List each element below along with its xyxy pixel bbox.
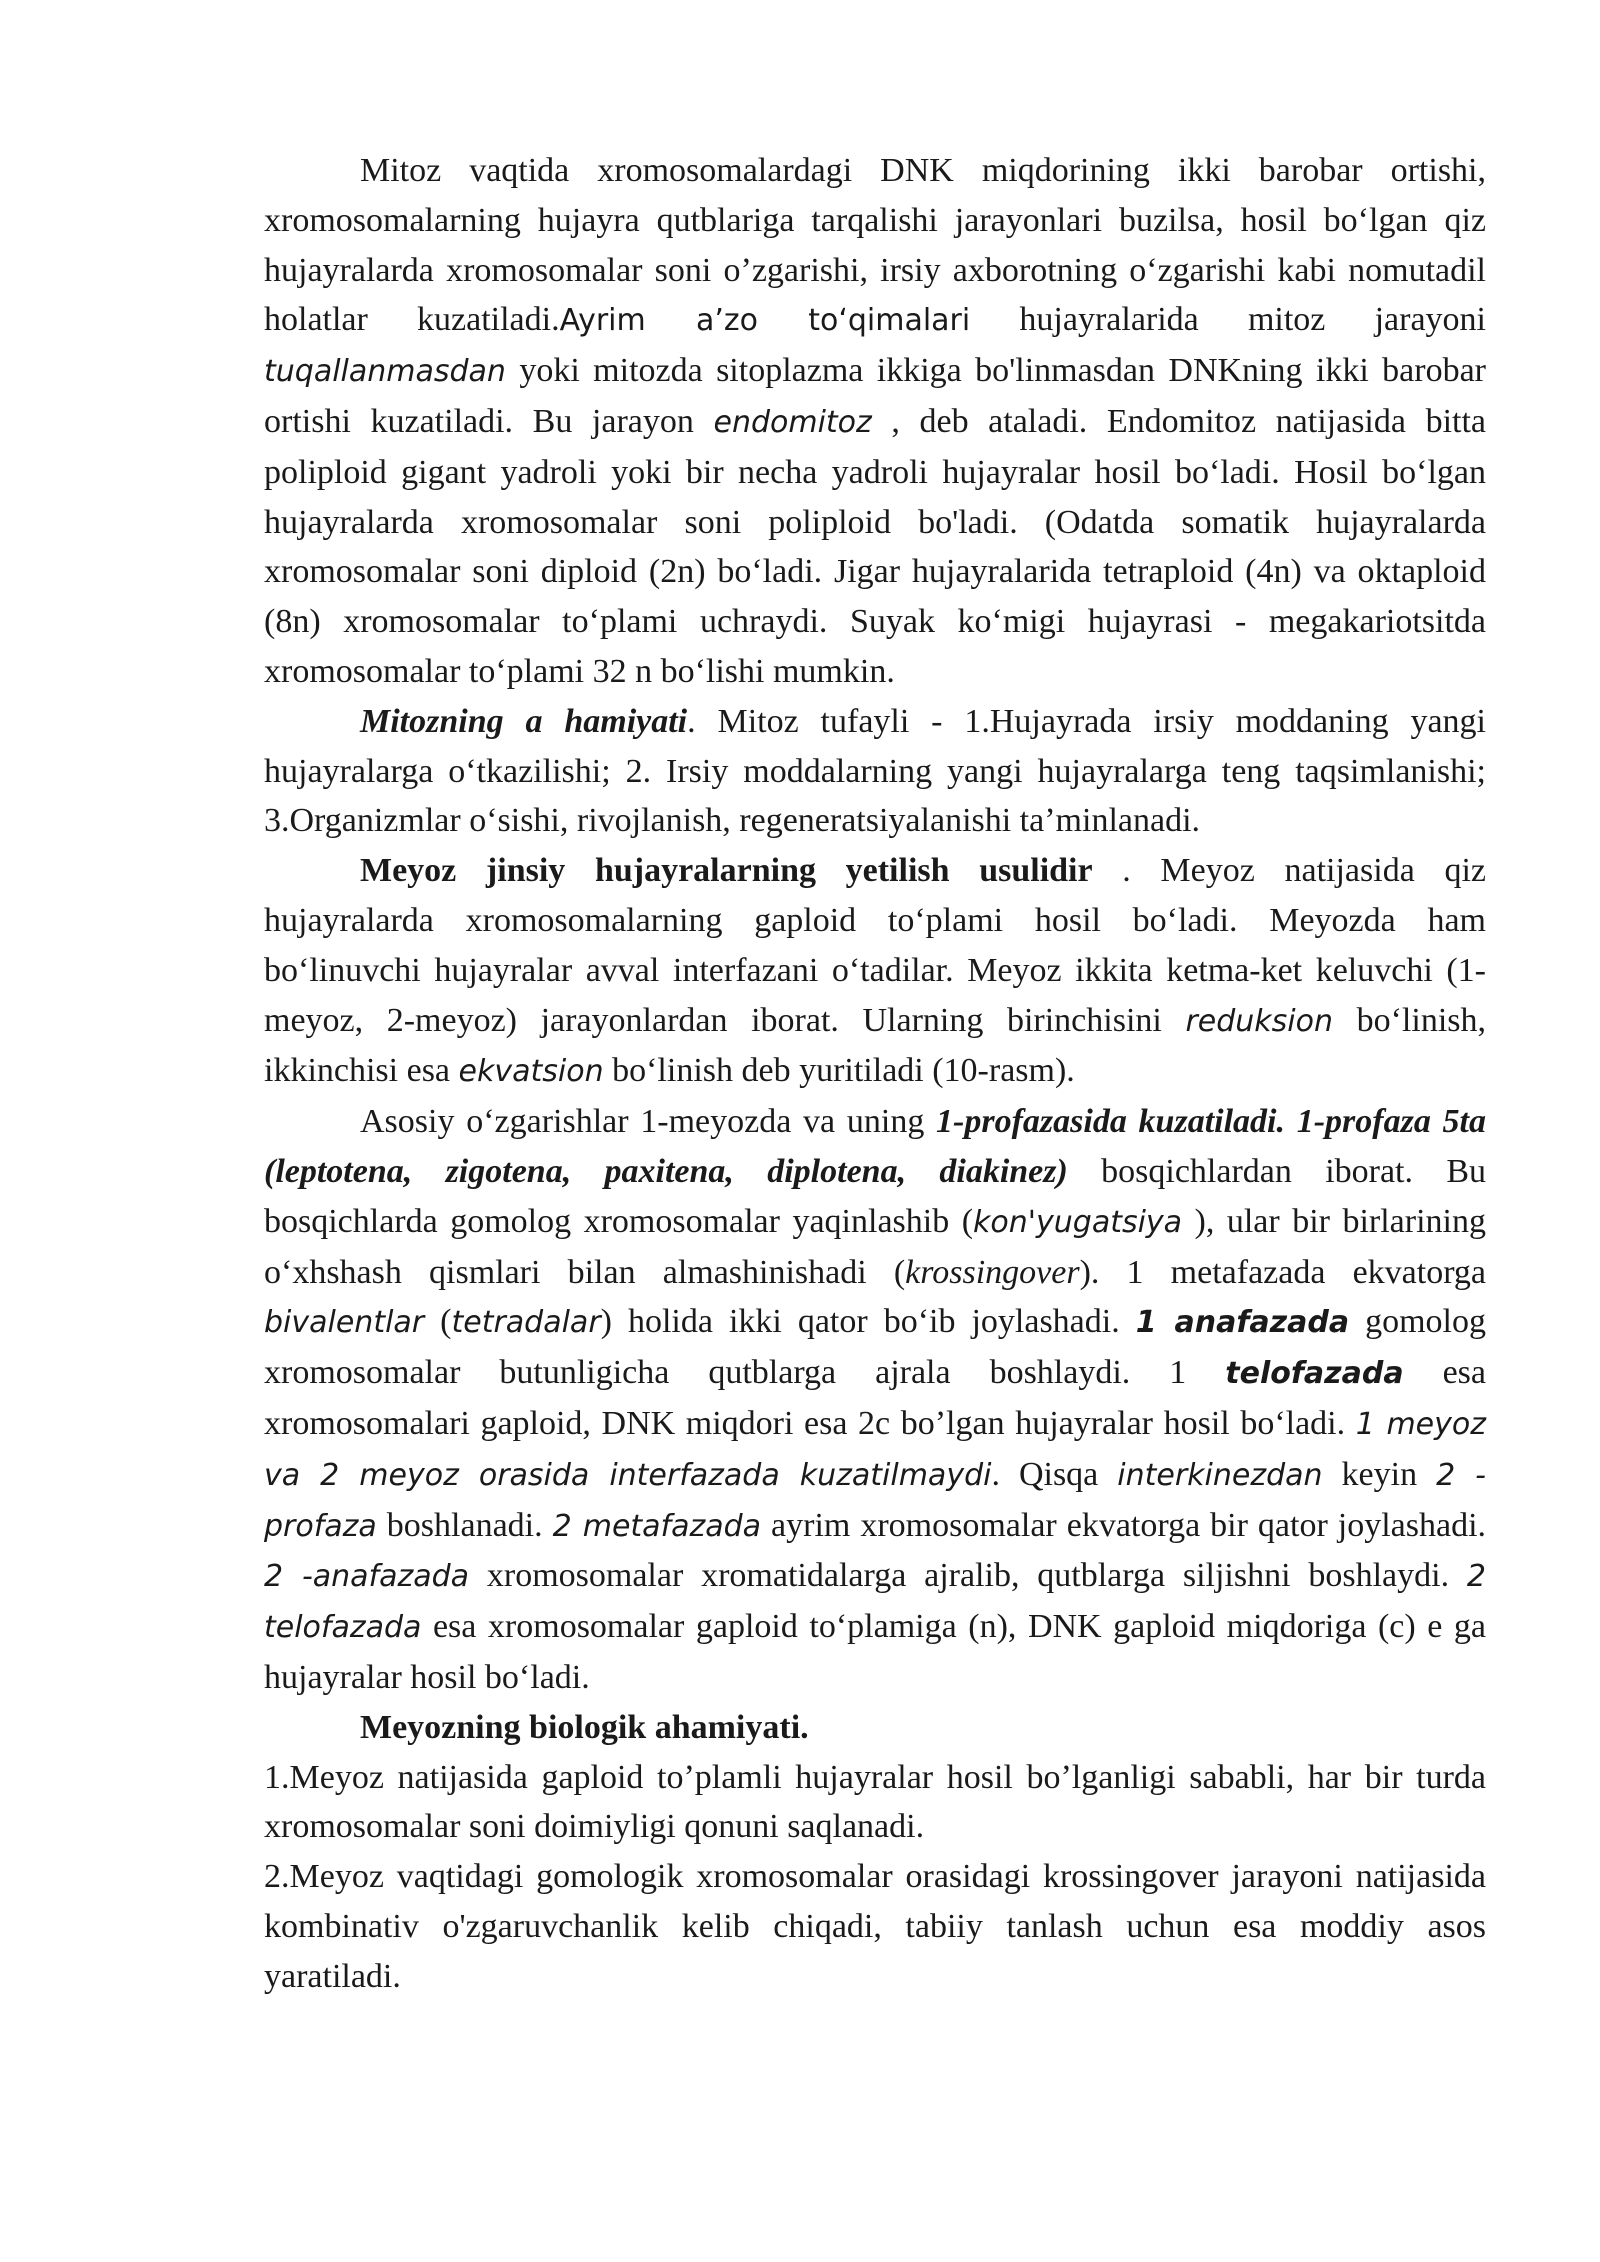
- section-heading: [264, 1703, 1486, 1753]
- italic-term: tuqallanmasdan: [264, 354, 506, 390]
- text-run: ) holida ikki qator boʻib joylashadi.: [600, 1303, 1136, 1341]
- italic-term: 2 - profaza: [264, 1457, 1486, 1544]
- paragraph-mitoz-ahamiyati: [264, 697, 1486, 846]
- italic-term: 2 metafazada: [552, 1508, 762, 1544]
- text-run: xromosomalar xromatidalarga ajralib, qutblarga siljishni boshlaydi.: [469, 1557, 1467, 1595]
- list-item: 1.Meyoz natijasida gaploid toʼplamli hujayralar hosil boʼlganligi sababli, har bir turda xromosomalar soni doimiyligi qonuni saqlanadi.: [264, 1758, 1486, 1846]
- bold-italic-term: 1-profazasida kuzatiladi. 1-profaza 5ta (leptotena, zigotena, paxitena, diplotena, diakinez): [264, 1103, 1486, 1190]
- text-run: esa xromosomalar gaploid toʻplamiga (n), DNK gaploid miqdoriga (c) e ga hujayralar hosil boʻladi.: [264, 1608, 1486, 1696]
- italic-term: krossingover: [905, 1253, 1080, 1291]
- text-run: Mitoz vaqtida xromosomalardagi DNK miqdorining ikki barobar ortishi, xromosomalarning hujayra qutblariga tarqalishi jarayonlari buzilsa, hosil boʻlgan qiz hujayralarda xromosomalar soni oʼzgarishi, irsiy axborotning oʻzgarishi kabi nomutadil holatlar kuzatiladi.: [264, 152, 1486, 339]
- text-run: yoki mitozda sitoplazma ikkiga bo'linmasdan DNKning ikki barobar ortishi kuzatiladi. Bu jarayon: [264, 352, 1486, 440]
- text-run: , deb ataladi. Endomitoz natijasida bitta poliploid gigant yadroli yoki bir necha yadroli hujayralar hosil boʻladi. Hosil boʻlgan hujayralarda xromosomalar soni poliploid bo'ladi. (Odatda somatik hujayralarda xromosomalar soni diploid (2n) boʻladi. Jigar hujayralarida tetraploid (4n) va oktaploid (8n) xromosomalar toʻplami uchraydi. Suyak koʻmigi hujayrasi - megakariotsitda xromosomalar toʻplami 32 n boʻlishi mumkin.: [264, 402, 1487, 690]
- italic-term: tetradalar: [451, 1305, 601, 1341]
- paragraph-endomitoz: [264, 146, 1486, 697]
- text-run: boshlanadi.: [376, 1506, 553, 1544]
- text-run: . Qisqa: [991, 1455, 1118, 1493]
- text-run: . Mitoz tufayli - 1.Hujayrada irsiy moddaning yangi hujayralarga oʻtkazilishi; 2. Irsiy moddalarning yangi hujayralarga teng taqsimlanishi; 3.Organizmlar oʻsishi, rivojlanish, regeneratsiyalanishi taʼminlanadi.: [264, 702, 1486, 840]
- text-run: ), ular bir birlarining oʻxhshash qismlari bilan almashinishadi (: [264, 1202, 1486, 1291]
- text-run: boʻlinish, ikkinchisi esa: [264, 1001, 1486, 1090]
- text-run: esa xromosomalari gaploid, DNK miqdori esa 2c boʼlgan hujayralar hosil boʻladi.: [264, 1354, 1486, 1442]
- bold-heading: Meyoz jinsiy hujayralarning yetilish usulidir: [360, 852, 1093, 890]
- text-run: boʻlinish deb yuritiladi (10-rasm).: [603, 1052, 1075, 1090]
- text-run: bosqichlardan iborat. Bu bosqichlarda gomolog xromosomalar yaqinlashib (: [264, 1152, 1487, 1240]
- list-item: 2.Meyoz vaqtidagi gomologik xromosomalar orasidagi krossingover jarayoni natijasida kombinativ o'zgaruvchanlik kelib chiqadi, tabiiy tanlash uchun esa moddiy asos yaratiladi.: [264, 1858, 1486, 1995]
- bold-italic-heading: Mitozning a hamiyati: [360, 702, 688, 740]
- text-run: Asosiy oʻzgarishlar 1-meyozda va uning: [360, 1103, 937, 1141]
- italic-term: kon'yugatsiya: [973, 1204, 1183, 1240]
- italic-term: reduksion: [1185, 1003, 1333, 1039]
- italic-term: interkinezdan: [1117, 1457, 1323, 1493]
- text-run: . Meyoz natijasida qiz hujayralarda xromosomalarning gaploid toʻplami hosil boʻladi. Meyozda ham boʻlinuvchi hujayralar avval interfazani oʻtadilar. Meyoz ikkita ketma-ket keluvchi (1-meyoz, 2-meyoz) jarayonlardan iborat. Ularning birinchisini: [264, 852, 1486, 1039]
- paragraph-meyoz-bosqichlari: [264, 1097, 1486, 1703]
- text-run: (: [424, 1303, 452, 1341]
- bold-heading: Meyozning biologik ahamiyati.: [360, 1708, 809, 1746]
- italic-term: 2 telofazada: [264, 1559, 1487, 1646]
- paragraph-meyoz: [264, 846, 1486, 1097]
- document-page: [264, 146, 1486, 2001]
- italic-term: endomitoz: [713, 404, 872, 440]
- text-run: ). 1 metafazada ekvatorga: [1079, 1253, 1487, 1291]
- bold-italic-term: telofazada: [1225, 1356, 1404, 1392]
- text-run: ayrim xromosomalar ekvatorga bir qator joylashadi.: [761, 1506, 1487, 1544]
- text-run: gomolog xromosomalar butunligicha qutblarga ajrala boshlaydi. 1: [264, 1303, 1486, 1392]
- italic-term: bivalentlar: [264, 1305, 425, 1341]
- italic-term: ekvatsion: [458, 1054, 604, 1090]
- text-run: hujayralarida mitoz jarayoni: [970, 301, 1486, 339]
- italic-term: 1 meyoz va 2 meyoz orasida interfazada kuzatilmaydi: [264, 1406, 1486, 1493]
- text-run: Ayrim aʼzo toʻqimalari: [559, 303, 971, 339]
- bold-italic-term: 1 anafazada: [1135, 1305, 1350, 1341]
- italic-term: 2 -anafazada: [264, 1559, 470, 1595]
- text-run: keyin: [1322, 1455, 1437, 1493]
